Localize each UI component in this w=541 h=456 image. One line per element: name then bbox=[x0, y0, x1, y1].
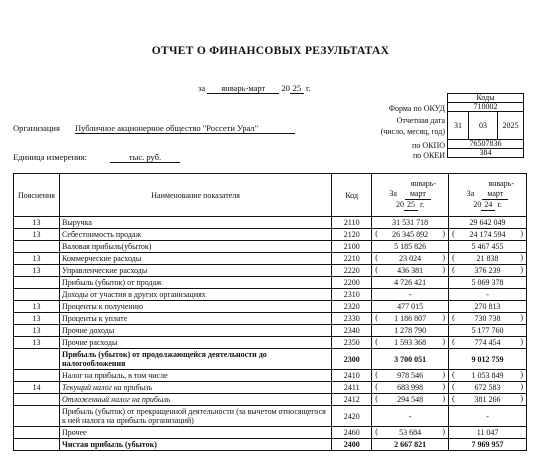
row-current-value bbox=[372, 265, 449, 277]
row-code: 2340 bbox=[332, 325, 372, 337]
table-row bbox=[14, 370, 527, 382]
row-code: 2320 bbox=[332, 301, 372, 313]
value-text: - bbox=[408, 411, 412, 421]
row-previous-value bbox=[449, 382, 527, 394]
row-previous-value bbox=[449, 337, 527, 349]
paren-close: ) bbox=[442, 253, 446, 262]
row-current-value bbox=[372, 325, 449, 337]
row-code: 2100 bbox=[332, 241, 372, 253]
row-note bbox=[14, 427, 60, 439]
value-text: 11 047 bbox=[476, 428, 499, 437]
report-day: 31 bbox=[448, 112, 469, 140]
row-current-value bbox=[372, 439, 449, 451]
report-year: 2025 bbox=[498, 112, 524, 140]
row-previous-value bbox=[449, 325, 527, 337]
value-text: 672 583 bbox=[474, 383, 501, 392]
cur-period-months: январь- bbox=[410, 179, 437, 188]
table-row bbox=[14, 313, 527, 325]
row-name: Доходы от участия в других организациях bbox=[59, 289, 331, 301]
row-note bbox=[14, 289, 60, 301]
table-row bbox=[14, 229, 527, 241]
row-code: 2460 bbox=[332, 427, 372, 439]
row-previous-value bbox=[449, 427, 527, 439]
value-text: 31 531 718 bbox=[392, 218, 429, 227]
paren-open: ( bbox=[452, 370, 455, 379]
table-row bbox=[14, 277, 527, 289]
paren-close: ) bbox=[442, 427, 446, 436]
paren-close: ) bbox=[442, 265, 446, 274]
row-previous-value bbox=[449, 217, 527, 229]
report-title: ОТЧЕТ О ФИНАНСОВЫХ РЕЗУЛЬТАТАХ bbox=[151, 45, 390, 57]
paren-open: ( bbox=[375, 394, 378, 403]
value-text: 381 266 bbox=[474, 395, 501, 404]
value-text: - bbox=[486, 411, 489, 421]
paren-close: ) bbox=[442, 394, 446, 403]
table-row bbox=[14, 301, 527, 313]
table-row bbox=[14, 394, 527, 406]
row-note bbox=[14, 439, 60, 451]
row-current-value bbox=[372, 313, 449, 325]
row-code: 2410 bbox=[332, 370, 372, 382]
value-text: 683 998 bbox=[397, 383, 424, 392]
table-row bbox=[14, 382, 527, 394]
row-current-value bbox=[372, 370, 449, 382]
value-text: 376 239 bbox=[474, 266, 501, 275]
row-code: 2210 bbox=[332, 253, 372, 265]
paren-open: ( bbox=[452, 394, 455, 403]
table-row bbox=[14, 265, 527, 277]
row-current-value bbox=[372, 229, 449, 241]
row-previous-value bbox=[449, 439, 527, 451]
cur-period-year: 25 bbox=[404, 200, 418, 211]
cur-period-for: За bbox=[389, 189, 397, 198]
row-name: Прибыль (убыток) от прекращенной деятельности (за вычетом относящегося к ней налога на прибыль организаций) bbox=[59, 406, 331, 427]
date-label-line1: Отчетная дата bbox=[396, 116, 445, 125]
row-name: Отложенный налог на прибыль bbox=[59, 394, 331, 406]
row-code: 2400 bbox=[332, 439, 372, 451]
row-name: Коммерческие расходы bbox=[59, 253, 331, 265]
paren-open: ( bbox=[452, 265, 455, 274]
row-name: Прибыль (убыток) от продолжающейся деятельности до налогообложения bbox=[59, 349, 331, 370]
okei-code: 384 bbox=[448, 149, 524, 158]
okpo-label: по ОКПО bbox=[412, 141, 445, 150]
row-code: 2200 bbox=[332, 277, 372, 289]
paren-open: ( bbox=[375, 337, 378, 346]
okei-label: по ОКЕИ bbox=[412, 151, 445, 160]
row-code: 2310 bbox=[332, 289, 372, 301]
value-text: 5 185 826 bbox=[394, 242, 427, 251]
okpo-code: 76507836 bbox=[448, 140, 524, 149]
row-current-value bbox=[372, 427, 449, 439]
table-row bbox=[14, 337, 527, 349]
paren-close: ) bbox=[520, 265, 523, 274]
row-note bbox=[14, 406, 60, 427]
col-notes: Пояснения bbox=[14, 174, 60, 217]
paren-open: ( bbox=[375, 229, 378, 238]
value-text: 436 381 bbox=[397, 266, 424, 275]
period-year: 25 bbox=[290, 83, 304, 94]
row-current-value bbox=[372, 394, 449, 406]
row-name: Прочие доходы bbox=[59, 325, 331, 337]
value-text: 1 593 368 bbox=[394, 338, 427, 347]
row-current-value bbox=[372, 253, 449, 265]
table-row bbox=[14, 325, 527, 337]
period-suffix: г. bbox=[306, 83, 311, 93]
paren-close: ) bbox=[520, 382, 523, 391]
paren-open: ( bbox=[452, 382, 455, 391]
cur-period-month: март bbox=[405, 189, 431, 200]
table-row bbox=[14, 439, 527, 451]
paren-close: ) bbox=[520, 253, 523, 262]
paren-close: ) bbox=[520, 370, 523, 379]
organization-name: Публичное акционерное общество "Россети Урал" bbox=[75, 123, 295, 134]
row-name: Выручка bbox=[59, 217, 331, 229]
row-name: Валовая прибыль(убыток) bbox=[59, 241, 331, 253]
prev-period-for: За bbox=[466, 189, 475, 198]
row-code: 2412 bbox=[332, 394, 372, 406]
row-note bbox=[14, 394, 60, 406]
row-previous-value bbox=[449, 289, 527, 301]
report-period bbox=[198, 83, 311, 94]
row-name: Управленческие расходы bbox=[59, 265, 331, 277]
paren-open: ( bbox=[375, 370, 378, 379]
row-name: Чистая прибыль (убыток) bbox=[59, 439, 331, 451]
paren-close: ) bbox=[442, 313, 446, 322]
row-code: 2350 bbox=[332, 337, 372, 349]
col-name: Наименование показателя bbox=[59, 174, 331, 217]
paren-open: ( bbox=[375, 253, 378, 262]
row-current-value bbox=[372, 289, 449, 301]
value-text: 978 546 bbox=[397, 371, 424, 380]
paren-close: ) bbox=[520, 313, 523, 322]
row-current-value bbox=[372, 349, 449, 370]
row-previous-value bbox=[449, 406, 527, 427]
row-name: Себестоимость продаж bbox=[59, 229, 331, 241]
table-header-row bbox=[14, 174, 527, 217]
row-current-value bbox=[372, 241, 449, 253]
value-text: 4 726 421 bbox=[394, 278, 427, 287]
row-previous-value bbox=[449, 277, 527, 289]
value-text: 9 012 759 bbox=[471, 354, 504, 364]
value-text: 294 548 bbox=[397, 395, 424, 404]
col-previous-period bbox=[449, 174, 527, 217]
row-note: 13 bbox=[14, 217, 60, 229]
prev-period-g: г. bbox=[497, 200, 502, 209]
row-current-value bbox=[372, 406, 449, 427]
row-code: 2220 bbox=[332, 265, 372, 277]
row-previous-value bbox=[449, 301, 527, 313]
row-code: 2420 bbox=[332, 406, 372, 427]
paren-open: ( bbox=[452, 253, 455, 262]
value-text: 3 700 051 bbox=[394, 354, 427, 364]
row-note bbox=[14, 349, 60, 370]
row-note: 13 bbox=[14, 229, 60, 241]
row-current-value bbox=[372, 337, 449, 349]
okud-label: Форма по ОКУД bbox=[388, 104, 445, 113]
row-note: 13 bbox=[14, 313, 60, 325]
value-text: 1 278 790 bbox=[394, 326, 427, 335]
paren-open: ( bbox=[375, 382, 378, 391]
row-name: Прибыль (убыток) от продаж bbox=[59, 277, 331, 289]
row-previous-value bbox=[449, 349, 527, 370]
value-text: - bbox=[486, 290, 489, 299]
paren-open: ( bbox=[452, 229, 455, 238]
prev-period-month: март bbox=[482, 189, 508, 200]
paren-open: ( bbox=[375, 427, 378, 436]
row-previous-value bbox=[449, 241, 527, 253]
row-previous-value bbox=[449, 370, 527, 382]
paren-close: ) bbox=[442, 370, 446, 379]
value-text: 1 053 849 bbox=[471, 371, 504, 380]
date-label bbox=[360, 115, 445, 137]
paren-close: ) bbox=[520, 394, 523, 403]
row-previous-value bbox=[449, 265, 527, 277]
value-text: 774 454 bbox=[474, 338, 501, 347]
table-row bbox=[14, 406, 527, 427]
date-label-line2: (число, месяц, год) bbox=[380, 127, 445, 136]
row-name: Проценты к уплате bbox=[59, 313, 331, 325]
paren-close: ) bbox=[520, 337, 523, 346]
row-current-value bbox=[372, 277, 449, 289]
row-previous-value bbox=[449, 394, 527, 406]
okud-code: 710002 bbox=[448, 103, 524, 112]
unit-label: Единица измерения: bbox=[13, 152, 87, 162]
value-text: 24 174 594 bbox=[469, 230, 506, 239]
row-name: Прочее bbox=[59, 427, 331, 439]
row-note: 13 bbox=[14, 253, 60, 265]
paren-open: ( bbox=[452, 313, 455, 322]
cur-period-century: 20 bbox=[395, 200, 404, 209]
row-name: Налог на прибыль, в том числе bbox=[59, 370, 331, 382]
table-row bbox=[14, 241, 527, 253]
value-text: 270 813 bbox=[474, 302, 501, 311]
value-text: 21 838 bbox=[476, 254, 499, 263]
table-row bbox=[14, 253, 527, 265]
value-text: 1 186 807 bbox=[394, 314, 427, 323]
table-row bbox=[14, 427, 527, 439]
table-row bbox=[14, 289, 527, 301]
paren-close: ) bbox=[442, 229, 446, 238]
prev-period-century: 20 bbox=[473, 200, 482, 209]
row-note: 13 bbox=[14, 325, 60, 337]
value-text: 5 069 378 bbox=[471, 278, 504, 287]
table-row bbox=[14, 217, 527, 229]
paren-open: ( bbox=[452, 337, 455, 346]
codes-table bbox=[447, 93, 524, 158]
value-text: 5 177 760 bbox=[471, 326, 504, 335]
value-text: 5 467 455 bbox=[471, 242, 504, 251]
row-code: 2110 bbox=[332, 217, 372, 229]
unit-value: тыс. руб. bbox=[110, 152, 180, 163]
value-text: 26 345 892 bbox=[392, 230, 429, 239]
codes-header: Коды bbox=[448, 94, 524, 103]
prev-period-year: 24 bbox=[481, 200, 495, 211]
row-note: 13 bbox=[14, 337, 60, 349]
table-row bbox=[14, 349, 527, 370]
row-code: 2330 bbox=[332, 313, 372, 325]
row-note bbox=[14, 277, 60, 289]
report-month: 03 bbox=[469, 112, 498, 140]
row-note bbox=[14, 241, 60, 253]
row-previous-value bbox=[449, 253, 527, 265]
row-current-value bbox=[372, 301, 449, 313]
row-note bbox=[14, 370, 60, 382]
period-months: январь-март bbox=[207, 83, 279, 94]
paren-open: ( bbox=[375, 313, 378, 322]
value-text: 730 738 bbox=[474, 314, 501, 323]
row-code: 2120 bbox=[332, 229, 372, 241]
value-text: 29 642 049 bbox=[469, 218, 506, 227]
paren-close: ) bbox=[442, 382, 446, 391]
row-code: 2411 bbox=[332, 382, 372, 394]
col-code: Код bbox=[332, 174, 372, 217]
row-note: 13 bbox=[14, 265, 60, 277]
value-text: 23 024 bbox=[399, 254, 422, 263]
col-current-period bbox=[372, 174, 449, 217]
paren-close: ) bbox=[520, 229, 523, 238]
row-previous-value bbox=[449, 229, 527, 241]
period-prefix: за bbox=[198, 83, 206, 93]
row-code: 2300 bbox=[332, 349, 372, 370]
row-name: Прочие расходы bbox=[59, 337, 331, 349]
paren-close: ) bbox=[442, 337, 446, 346]
value-text: - bbox=[408, 290, 412, 299]
row-current-value bbox=[372, 217, 449, 229]
value-text: 477 015 bbox=[397, 302, 424, 311]
row-note: 13 bbox=[14, 301, 60, 313]
prev-period-months: январь- bbox=[488, 179, 514, 188]
financial-results-table bbox=[13, 173, 527, 451]
row-name: Текущий налог на прибыль bbox=[59, 382, 331, 394]
row-note: 14 bbox=[14, 382, 60, 394]
period-century: 20 bbox=[281, 83, 290, 93]
row-current-value bbox=[372, 382, 449, 394]
value-text: 7 969 957 bbox=[471, 440, 504, 449]
row-previous-value bbox=[449, 313, 527, 325]
row-name: Проценты к получению bbox=[59, 301, 331, 313]
organization-label: Организация bbox=[13, 123, 60, 133]
cur-period-g: г. bbox=[419, 200, 425, 209]
value-text: 2 667 821 bbox=[394, 440, 427, 449]
paren-open: ( bbox=[375, 265, 378, 274]
value-text: 53 684 bbox=[399, 428, 422, 437]
